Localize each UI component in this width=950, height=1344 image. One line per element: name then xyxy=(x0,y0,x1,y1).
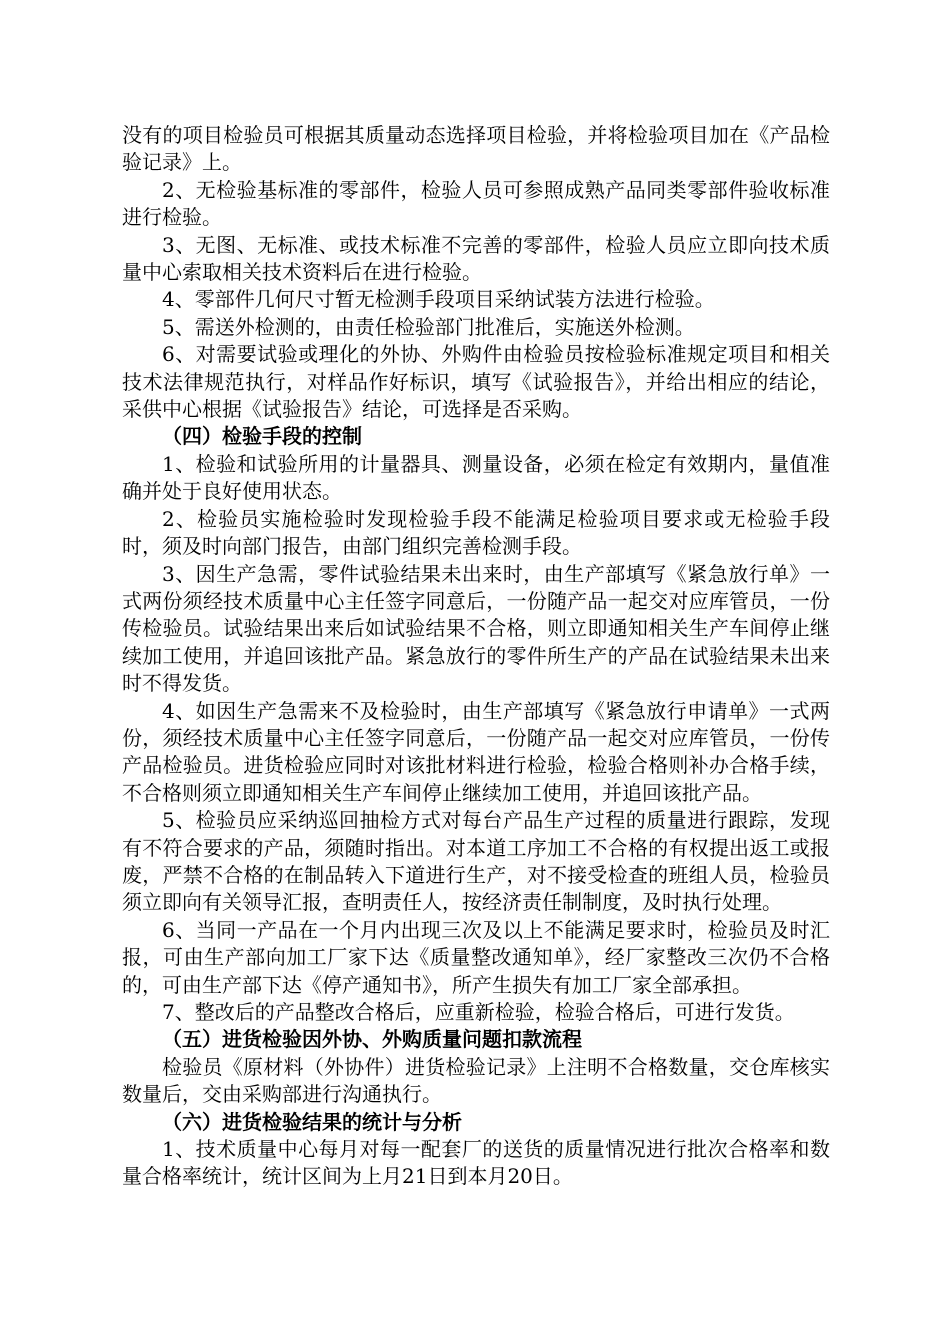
paragraph: 5、需送外检测的，由责任检验部门批准后，实施送外检测。 xyxy=(162,314,695,339)
paragraph: 4、零部件几何尺寸暂无检测手段项目采纳试装方法进行检验。 xyxy=(162,287,715,312)
paragraph: 4、如因生产急需来不及检验时，由生产部填写《紧急放行申请单》一式两份，须经技术质量中心主任签字同意后，一份随产品一起交对应库管员，一份传产品检验员。进货检验应同时对该批材料进行检验，检验合格则补办合格手续，不合格则须立即通知相关生产车间停止继续加工使用，并追回该批产品。 xyxy=(122,698,830,805)
paragraph: 2、无检验基标准的零部件，检验人员可参照成熟产品同类零部件验收标准进行检验。 xyxy=(122,177,830,230)
paragraph: 5、检验员应采纳巡回抽检方式对每台产品生产过程的质量进行跟踪，发现有不符合要求的产品，须随时指出。对本道工序加工不合格的有权提出返工或报废，严禁不合格的在制品转入下道进行生产，对不接受检查的班组人员，检验员须立即向有关领导汇报，查明责任人，按经济责任制制度，及时执行处理。 xyxy=(122,808,830,915)
paragraph: 3、无图、无标准、或技术标准不完善的零部件，检验人员应立即向技术质量中心索取相关技术资料后在进行检验。 xyxy=(122,232,830,285)
section-heading: （六）进货检验结果的统计与分析 xyxy=(162,1109,462,1134)
paragraph: 检验员《原材料（外协件）进货检验记录》上注明不合格数量，交仓库核实数量后，交由采购部进行沟通执行。 xyxy=(122,1054,830,1107)
section-heading: （四）检验手段的控制 xyxy=(162,424,362,449)
section-heading: （五）进货检验因外协、外购质量问题扣款流程 xyxy=(162,1027,582,1052)
paragraph: 1、检验和试验所用的计量器具、测量设备，必须在检定有效期内，量值准确并处于良好使用状态。 xyxy=(122,451,830,504)
paragraph: 6、对需要试验或理化的外协、外购件由检验员按检验标准规定项目和相关技术法律规范执行，对样品作好标识，填写《试验报告》，并给出相应的结论，采供中心根据《试验报告》结论，可选择是否采购。 xyxy=(122,342,830,422)
paragraph: 3、因生产急需，零件试验结果未出来时，由生产部填写《紧急放行单》一式两份须经技术质量中心主任签字同意后，一份随产品一起交对应库管员，一份传检验员。试验结果出来后如试验结果不合格，则立即通知相关生产车间停止继续加工使用，并追回该批产品。紧急放行的零件所生产的产品在试验结果未出来时不得发货。 xyxy=(122,561,830,696)
paragraph: 1、技术质量中心每月对每一配套厂的送货的质量情况进行批次合格率和数量合格率统计，统计区间为上月21日到本月20日。 xyxy=(122,1137,830,1189)
document-body xyxy=(122,122,830,1191)
paragraph: 6、当同一产品在一个月内出现三次及以上不能满足要求时，检验员及时汇报，可由生产部向加工厂家下达《质量整改通知单》，经厂家整改三次仍不合格的，可由生产部下达《停产通知书》，所产生损失有加工厂家全部承担。 xyxy=(122,917,830,997)
paragraph: 2、检验员实施检验时发现检验手段不能满足检验项目要求或无检验手段时，须及时向部门报告，由部门组织完善检测手段。 xyxy=(122,506,830,559)
paragraph: 7、整改后的产品整改合格后，应重新检验，检验合格后，可进行发货。 xyxy=(162,1000,795,1024)
paragraph: 没有的项目检验员可根据其质量动态选择项目检验，并将检验项目加在《产品检验记录》上。 xyxy=(122,123,830,175)
